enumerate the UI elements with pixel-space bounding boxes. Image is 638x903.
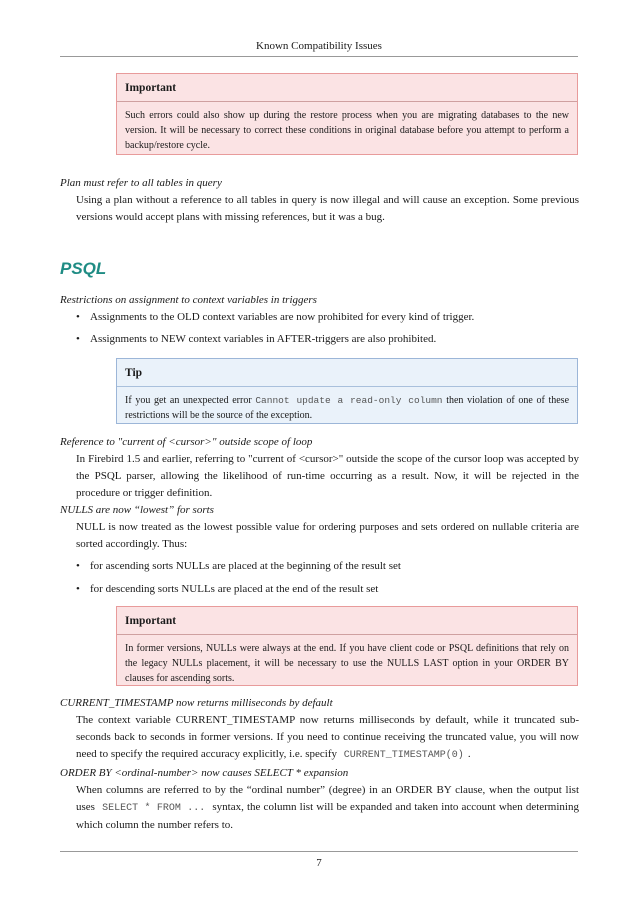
nulls-definition: NULL is now treated as the lowest possible value for ordering purposes and sets ordered on nullable criteria are sorted accordingly. Thus: <box>76 521 579 550</box>
tip-note-divider <box>117 386 577 387</box>
page-number: 7 <box>316 857 322 869</box>
nulls-important-note-body: In former versions, NULLs were always at the end. If you have client code or PSQL definitions that rely on the legacy NULLs placement, it will be necessary to use the NULLS LAST option in your ORDER BY clauses for ascending sorts. <box>125 643 569 684</box>
important-note-divider <box>117 101 577 102</box>
orderby-term: ORDER BY <ordinal-number> now causes SELECT * expansion <box>60 767 349 779</box>
timestamp-definition: The context variable CURRENT_TIMESTAMP now returns milliseconds by default, while it truncated sub-seconds back to seconds in former versions. If you need to continue receiving the truncated value, you will now need to specify the required accuracy explicitly, i.e. specify CURRENT_TIMESTAMP(0) . <box>76 714 579 761</box>
cursor-definition: In Firebird 1.5 and earlier, referring to "current of <cursor>" outside the scope of the cursor loop was accepted by the PSQL parser, allowing the likelihood of run-time occurring as a result. Now, it will be rejected in the procedure or trigger definition. <box>76 453 579 499</box>
footer-rule <box>60 851 578 852</box>
section-title-psql: PSQL <box>60 259 107 278</box>
nulls-important-note-divider <box>117 634 577 635</box>
nulls-term: NULLS are now “lowest” for sorts <box>60 504 214 516</box>
plan-term: Plan must refer to all tables in query <box>60 177 222 189</box>
tip-note-title: Tip <box>125 367 143 379</box>
timestamp-term: CURRENT_TIMESTAMP now returns milliseconds by default <box>60 697 333 709</box>
running-header: Known Compatibility Issues <box>256 40 382 52</box>
list-item <box>76 581 378 597</box>
orderby-code: SELECT * FROM ... <box>102 803 206 814</box>
list-item-text: Assignments to NEW context variables in AFTER-triggers are also prohibited. <box>90 333 437 345</box>
list-item-text: for ascending sorts NULLs are placed at the beginning of the result set <box>90 560 401 572</box>
list-item <box>76 309 474 325</box>
cursor-term: Reference to "current of <cursor>" outside scope of loop <box>60 436 313 448</box>
nulls-important-note <box>116 606 578 686</box>
list-item-text: Assignments to the OLD context variables are now prohibited for every kind of trigger. <box>90 311 475 323</box>
bullet-icon: • <box>76 583 80 595</box>
header-rule <box>60 56 578 57</box>
bullet-icon: • <box>76 311 80 323</box>
tip-note-body: If you get an unexpected error Cannot update a read-only column then violation of one of these restrictions will be the source of the exception. <box>125 395 570 421</box>
orderby-definition: When columns are referred to by the “ordinal number” (degree) in an ORDER BY clause, when the output list uses SELECT * FROM ... syntax, the column list will be expanded and taken into account when determining which column the number refers to. <box>76 784 579 831</box>
list-item <box>76 331 436 347</box>
plan-definition: Using a plan without a reference to all tables in query is now illegal and will cause an exception. Some previous versions would accept plans with missing references, but it was a bug. <box>76 194 579 223</box>
restrictions-term: Restrictions on assignment to context variables in triggers <box>60 294 317 306</box>
nulls-important-note-title: Important <box>125 615 177 627</box>
important-note <box>116 73 578 155</box>
list-item <box>76 558 401 574</box>
important-note-body: Such errors could also show up during the restore process when you are migrating databases to the new version. It will be necessary to correct these conditions in original database before you attempt to perform a backup/restore cycle. <box>125 110 569 151</box>
list-item-text: for descending sorts NULLs are placed at the end of the result set <box>90 583 379 595</box>
important-note-title: Important <box>125 82 177 94</box>
bullet-icon: • <box>76 333 80 345</box>
bullet-icon: • <box>76 560 80 572</box>
tip-note <box>116 358 578 424</box>
timestamp-code: CURRENT_TIMESTAMP(0) <box>343 750 464 761</box>
tip-error-code: Cannot update a read-only column <box>255 395 443 406</box>
